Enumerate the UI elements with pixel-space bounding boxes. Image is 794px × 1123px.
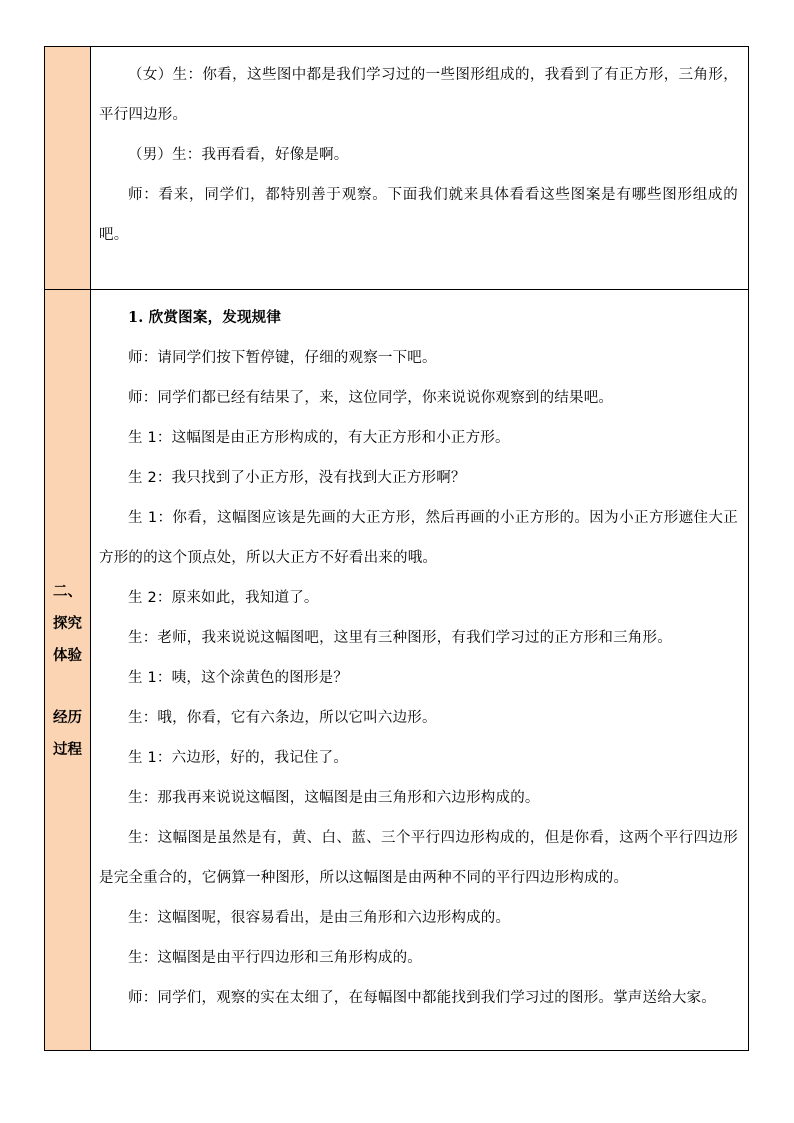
dialogue-paragraph: 师：请同学们按下暂停键，仔细的观察一下吧。 xyxy=(128,350,437,366)
dialogue-paragraph: 师：同学们，观察的实在太细了，在每幅图中都能找到我们学习过的图形。掌声送给大家。 xyxy=(128,990,716,1006)
dialogue-paragraph: （女）生：你看，这些图中都是我们学习过的一些图形组成的，我看到了有正方形，三角形，平行四边形。 xyxy=(99,67,738,123)
content-cell xyxy=(91,47,749,290)
lesson-table xyxy=(44,46,749,1051)
section-label-line: 探究 xyxy=(53,616,82,632)
dialogue-paragraph: 生 2：我只找到了小正方形，没有找到大正方形啊？ xyxy=(128,470,466,486)
dialogue-block xyxy=(91,47,748,255)
dialogue-paragraph: （男）生：我再看看，好像是啊。 xyxy=(128,147,349,163)
side-label-cell xyxy=(45,47,91,290)
section-label xyxy=(45,576,90,672)
dialogue-paragraph: 师：同学们都已经有结果了，来，这位同学，你来说说你观察到的结果吧。 xyxy=(128,390,614,406)
side-label-container xyxy=(45,290,90,1050)
dialogue-block xyxy=(91,290,748,1018)
dialogue-paragraph: 生：这幅图是虽然是有，黄、白、蓝、三个平行四边形构成的，但是你看，这两个平行四边形是完全重合的，它俩算一种图形，所以这幅图是由两种不同的平行四边形构成的。 xyxy=(99,830,738,886)
table-row xyxy=(45,290,749,1051)
side-label-cell xyxy=(45,290,91,1051)
content-cell xyxy=(91,290,749,1051)
sub-section-label-line: 经历 xyxy=(53,710,82,726)
dialogue-paragraph: 生：那我再来说说这幅图，这幅图是由三角形和六边形构成的。 xyxy=(128,790,540,806)
dialogue-paragraph: 生：哦，你看，它有六条边，所以它叫六边形。 xyxy=(128,710,437,726)
sub-section-label-line: 过程 xyxy=(53,742,82,758)
dialogue-paragraph: 生 1：六边形，好的，我记住了。 xyxy=(128,750,349,766)
section-label-line: 二、 xyxy=(53,584,82,600)
dialogue-paragraph: 师：看来，同学们，都特别善于观察。下面我们就来具体看看这些图案是有哪些图形组成的吧。 xyxy=(99,187,738,243)
dialogue-paragraph: 生：这幅图是由平行四边形和三角形构成的。 xyxy=(128,950,422,966)
section-label-line: 体验 xyxy=(53,648,82,664)
table-row xyxy=(45,47,749,290)
dialogue-paragraph: 生 1：你看，这幅图应该是先画的大正方形，然后再画的小正方形的。因为小正方形遮住大正方形的的这个顶点处，所以大正方不好看出来的哦。 xyxy=(99,510,738,566)
dialogue-paragraph: 生 2：原来如此，我知道了。 xyxy=(128,590,319,606)
dialogue-paragraph: 生：这幅图呢，很容易看出，是由三角形和六边形构成的。 xyxy=(128,910,511,926)
sub-section-label xyxy=(45,702,90,766)
dialogue-paragraph: 生 1：咦，这个涂黄色的图形是？ xyxy=(128,670,349,686)
dialogue-paragraph: 生 1：这幅图是由正方形构成的，有大正方形和小正方形。 xyxy=(128,430,510,446)
section-heading: 1. 欣赏图案，发现规律 xyxy=(128,309,282,326)
dialogue-paragraph: 生：老师，我来说说这幅图吧，这里有三种图形，有我们学习过的正方形和三角形。 xyxy=(128,630,672,646)
